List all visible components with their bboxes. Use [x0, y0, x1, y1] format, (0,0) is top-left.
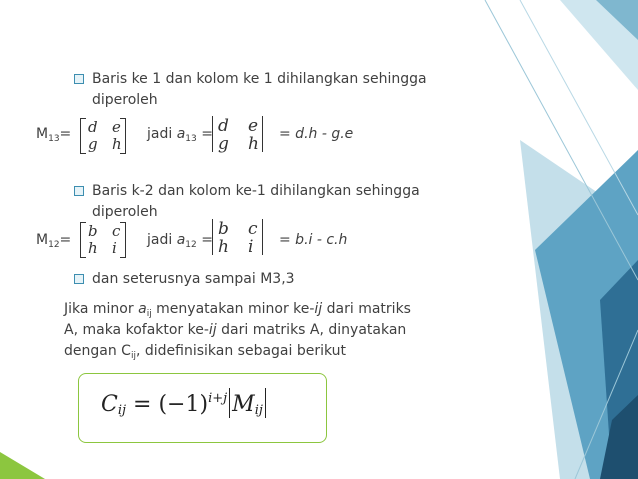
bracket-right	[120, 118, 126, 154]
cofactor-formula-box	[78, 373, 327, 443]
det-bar-right	[262, 219, 263, 255]
bracket-left	[80, 222, 86, 258]
matrix-cell: b	[88, 222, 98, 240]
matrix-cell: h	[88, 239, 98, 257]
abs-bar-left	[229, 388, 230, 418]
a12-result: = b.i - c.h	[279, 232, 348, 248]
det-bar-right	[262, 116, 263, 152]
bullet-icon	[74, 74, 84, 84]
matrix-cell: c	[112, 222, 121, 240]
a13-label: jadi $a_{13}$ =	[147, 126, 213, 144]
matrix-cell: i	[112, 239, 117, 257]
det-bar-left	[212, 219, 213, 255]
matrix-cell: h	[112, 135, 122, 153]
cofactor-formula: $C_{ij} = (-1)^{i+j}$ $M_{ij}$	[101, 388, 268, 418]
det-cell: d	[218, 116, 229, 136]
det-cell: h	[248, 134, 259, 154]
det-cell: h	[218, 237, 229, 257]
matrix-cell: d	[88, 118, 98, 136]
abs-bar-right	[265, 388, 266, 418]
bullet1-line2: diperoleh	[92, 92, 158, 108]
bullet-icon	[74, 274, 84, 284]
bullet1-line1: Baris ke 1 dan kolom ke 1 dihilangkan sehingga	[92, 71, 427, 87]
matrix-cell: g	[88, 135, 98, 153]
a12-determinant	[212, 219, 264, 257]
det-cell: c	[248, 219, 258, 239]
det-cell: e	[248, 116, 259, 136]
m12-label: $M_{12}=$	[36, 232, 72, 250]
paragraph-line2: A, maka kofaktor ke-ij dari matriks A, dinyatakan	[64, 322, 407, 338]
bullet-icon	[74, 186, 84, 196]
m12-matrix	[80, 222, 126, 258]
bullet2-line1: Baris k-2 dan kolom ke-1 dihilangkan sehingga	[92, 183, 420, 199]
det-cell: b	[218, 219, 229, 239]
m13-matrix	[80, 118, 126, 154]
m13-label: $M_{13}=$	[36, 126, 72, 144]
a13-result: = d.h - g.e	[279, 126, 354, 142]
bracket-left	[80, 118, 86, 154]
det-bar-left	[212, 116, 213, 152]
paragraph-line3: dengan $C_{ij}$, didefinisikan sebagai berikut	[64, 343, 347, 361]
a12-label: jadi $a_{12}$ =	[147, 232, 213, 250]
bullet3-text: dan seterusnya sampai M3,3	[92, 271, 295, 287]
det-cell: g	[218, 134, 229, 154]
bullet2-line2: diperoleh	[92, 204, 158, 220]
matrix-cell: e	[112, 118, 121, 136]
bracket-right	[120, 222, 126, 258]
paragraph-line1: Jika minor $a_{ij}$ menyatakan minor ke-ij dari matriks	[64, 301, 411, 319]
a13-determinant	[212, 116, 264, 154]
det-cell: i	[248, 237, 254, 257]
